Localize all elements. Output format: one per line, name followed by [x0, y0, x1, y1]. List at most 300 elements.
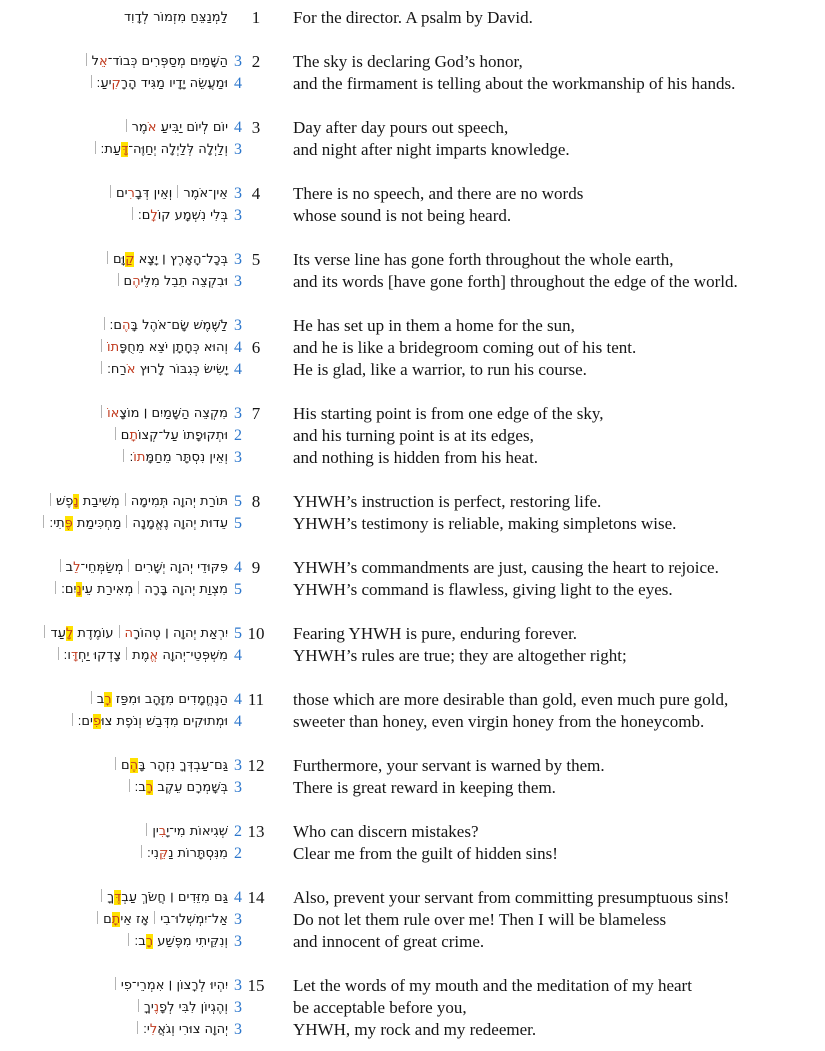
verse-row	[0, 447, 825, 469]
hebrew-line	[0, 821, 228, 843]
verse-block	[0, 7, 825, 29]
hebrew-text: י׃	[143, 1022, 150, 1037]
hebrew-text: ם	[120, 428, 130, 443]
verse-row	[0, 997, 825, 1019]
hebrew-text: מִצְוַת יְהוָה בָּרָה	[144, 582, 228, 597]
line-end-bar	[91, 75, 92, 88]
line-end-bar	[132, 207, 133, 220]
verse-row	[0, 557, 825, 579]
line-end-bar	[58, 647, 59, 660]
hebrew-text: הַשָּׁמַיִם מְסַפְּרִים כְּבוֹד־	[107, 54, 228, 69]
verse-row	[0, 777, 825, 799]
verse-row	[0, 271, 825, 293]
english-line: Who can discern mistakes?	[293, 822, 479, 841]
english-line: and night after night imparts knowledge.	[293, 140, 570, 159]
hebrew-text: ם׃	[137, 208, 151, 223]
hebrew-line	[0, 403, 228, 425]
verse-row	[0, 1019, 825, 1041]
hebrew-text: ב	[96, 692, 105, 707]
hebrew-text: ׃	[129, 450, 134, 465]
highlighted-letter: רָ	[145, 780, 154, 795]
verse-number	[242, 711, 270, 733]
english-line: Also, prevent your servant from committing presumptuous sins!	[293, 888, 730, 907]
verse-block	[0, 491, 825, 535]
hebrew-line	[0, 975, 228, 997]
hebrew-line	[0, 337, 228, 359]
column-gap	[270, 315, 293, 337]
verse-row	[0, 139, 825, 161]
hebrew-text: אַל־יִמְשְׁלוּ־בִי	[160, 912, 228, 927]
verse-row	[0, 315, 825, 337]
column-gap	[270, 997, 293, 1019]
hebrew-text: ם	[123, 274, 133, 289]
syllable-count: 3	[234, 933, 242, 950]
syllable-count: 2	[234, 427, 242, 444]
hebrew-text: וְהוּא כְּחָתָן יֹצֵא מֵחֻפָּ	[119, 340, 228, 355]
english-line: YHWH, my rock and my redeemer.	[293, 1020, 537, 1039]
english-line: whose sound is not being heard.	[293, 206, 512, 225]
hebrew-line	[0, 689, 228, 711]
verse-number: 7	[251, 404, 261, 423]
hebrew-line	[0, 843, 228, 865]
verse-row	[0, 359, 825, 381]
verse-number: 1	[251, 8, 261, 27]
accent-letter: אוֹ	[107, 406, 120, 421]
line-end-bar	[101, 361, 102, 374]
hebrew-text: עוֹמֶדֶת	[73, 626, 114, 641]
hebrew-line	[0, 1019, 228, 1041]
verse-row	[0, 403, 825, 425]
hebrew-text: מִנִּסְתָּרוֹת נַ	[168, 846, 228, 861]
syllable-count: 4	[234, 713, 242, 730]
hebrew-line	[0, 51, 228, 73]
hebrew-text: וּמְתוּקִים מִדְּבַשׁ וְנֹפֶת צוּ	[101, 714, 228, 729]
column-gap	[270, 975, 293, 997]
hebrew-text: מַחְכִּימַת	[72, 516, 122, 531]
column-gap	[270, 711, 293, 733]
hebrew-line	[0, 249, 228, 271]
syllable-count: 3	[234, 911, 242, 928]
syllable-count: 4	[234, 339, 242, 356]
hebrew-text: מְשַׂמְּחֵי־	[80, 560, 124, 575]
line-end-bar	[110, 185, 111, 198]
hebrew-text: ין	[152, 824, 159, 839]
hebrew-text: גַּם־עַבְדְּךָ נִזְהָר בָּ	[138, 758, 228, 773]
line-end-bar	[146, 823, 147, 836]
verse-number: 5	[251, 250, 261, 269]
line-end-bar	[104, 317, 105, 330]
hebrew-text: יעַ׃	[96, 76, 112, 91]
english-line: Furthermore, your servant is warned by them.	[293, 756, 605, 775]
highlighted-letter: קַ	[125, 252, 135, 267]
verse-row	[0, 711, 825, 733]
line-end-bar	[50, 493, 51, 506]
hebrew-line	[0, 579, 228, 601]
highlighted-letter: נָ	[76, 582, 82, 597]
syllable-count: 3	[234, 757, 242, 774]
accent-letter: קִ	[111, 76, 121, 91]
verse-row	[0, 821, 825, 843]
verse-block	[0, 183, 825, 227]
english-line: The sky is declaring God’s honor,	[293, 52, 523, 71]
english-line: sweeter than honey, even virgin honey from the honeycomb.	[293, 712, 705, 731]
verse-number	[242, 997, 270, 1019]
line-end-bar	[107, 251, 108, 264]
verse-row	[0, 425, 825, 447]
column-gap	[270, 183, 293, 205]
phrase-divider-bar	[177, 185, 178, 198]
hebrew-text: לַמְנַצֵּחַ מִזְמוֹר לְדָוִד	[123, 10, 228, 25]
column-gap	[270, 755, 293, 777]
hebrew-text: ב׃	[134, 780, 146, 795]
verse-block	[0, 887, 825, 953]
syllable-count: 4	[234, 889, 242, 906]
column-gap	[270, 337, 293, 359]
phrase-divider-bar	[138, 581, 139, 594]
syllable-count: 4	[234, 75, 242, 92]
verse-number: 9	[251, 558, 261, 577]
verse-number	[242, 359, 270, 381]
english-line: He is glad, like a warrior, to run his course.	[293, 360, 587, 379]
verse-number	[242, 271, 270, 293]
syllable-count: 2	[234, 823, 242, 840]
verse-number: 3	[251, 118, 261, 137]
line-end-bar	[126, 119, 127, 132]
hebrew-text: ב׃	[134, 934, 146, 949]
verse-number	[242, 205, 270, 227]
column-gap	[270, 689, 293, 711]
verse-row	[0, 689, 825, 711]
column-gap	[270, 73, 293, 95]
line-end-bar	[115, 427, 116, 440]
syllable-count: 5	[234, 625, 242, 642]
verse-number	[242, 315, 270, 337]
hebrew-text: וְלַיְלָה לְּלַיְלָה יְחַוֶּה־	[128, 142, 228, 157]
hebrew-text: מִשְׁפְּטֵי־יְהוָה	[158, 648, 228, 663]
highlighted-letter: לָ	[65, 626, 74, 641]
verse-block	[0, 821, 825, 865]
verse-number: 10	[247, 624, 265, 643]
verse-row	[0, 909, 825, 931]
verse-number	[242, 645, 270, 667]
hebrew-text: יְהוָה צוּרִי וְגֹאֲ	[157, 1022, 228, 1037]
syllable-count: 5	[234, 515, 242, 532]
line-end-bar	[137, 1021, 138, 1034]
column-gap	[270, 821, 293, 843]
hebrew-text: עַת׃	[100, 142, 122, 157]
highlighted-letter: רָ	[145, 934, 154, 949]
hebrew-line	[0, 447, 228, 469]
column-gap	[270, 249, 293, 271]
english-line: Do not let them rule over me! Then I will be blameless	[293, 910, 667, 929]
english-line: There is no speech, and there are no words	[293, 184, 584, 203]
hebrew-text: גַּם מִזֵּדִים ׀ חֲשֹׂךְ עַבְ	[121, 890, 228, 905]
accent-letter: אֱ	[149, 648, 159, 663]
syllable-count: 3	[234, 207, 242, 224]
line-end-bar	[138, 999, 139, 1012]
highlighted-letter: תָ	[111, 912, 121, 927]
line-end-bar	[115, 977, 116, 990]
line-end-bar	[101, 889, 102, 902]
syllable-count: 3	[234, 251, 242, 268]
english-line: Let the words of my mouth and the meditation of my heart	[293, 976, 692, 995]
english-line: Its verse line has gone forth throughout the whole earth,	[293, 250, 674, 269]
line-end-bar	[55, 581, 56, 594]
syllable-count: 3	[234, 185, 242, 202]
english-line: YHWH’s commandments are just, causing the heart to rejoice.	[293, 558, 719, 577]
hebrew-line	[0, 359, 228, 381]
verse-row	[0, 887, 825, 909]
line-end-bar	[72, 713, 73, 726]
column-gap	[270, 579, 293, 601]
hebrew-line	[0, 557, 228, 579]
hebrew-text: וּתְקוּפָתוֹ עַל־קְצוֹ	[137, 428, 228, 443]
column-gap	[270, 909, 293, 931]
highlighted-letter: הֶ	[129, 758, 139, 773]
accent-letter: תָ	[129, 428, 138, 443]
accent-letter: הֶ	[121, 318, 131, 333]
accent-letter: דָּ	[70, 648, 79, 663]
verse-number: 14	[247, 888, 265, 907]
english-line: There is great reward in keeping them.	[293, 778, 556, 797]
hebrew-line	[0, 909, 228, 931]
column-gap	[270, 425, 293, 447]
accent-letter: אֹ	[126, 362, 136, 377]
verse-number	[242, 931, 270, 953]
column-gap	[270, 931, 293, 953]
english-line: and innocent of great crime.	[293, 932, 485, 951]
hebrew-line	[0, 777, 228, 799]
verse-row	[0, 117, 825, 139]
column-gap	[270, 271, 293, 293]
hebrew-line	[0, 931, 228, 953]
hebrew-text: פֶשׁ	[56, 494, 74, 509]
line-end-bar	[43, 515, 44, 528]
hebrew-text: מֶר	[131, 120, 148, 135]
verse-number: 2	[251, 52, 261, 71]
highlighted-letter: נָ	[73, 494, 79, 509]
verse-number	[242, 139, 270, 161]
phrase-divider-bar	[128, 559, 129, 572]
hebrew-text: וּבִקְצֵה תֵבֵל מִלֵּי	[140, 274, 228, 289]
hebrew-text: יךָ	[143, 1000, 154, 1015]
syllable-count: 3	[234, 1021, 242, 1038]
verse-number: 12	[247, 756, 265, 775]
verse-block	[0, 117, 825, 161]
verse-number	[242, 1019, 270, 1041]
hebrew-line	[0, 887, 228, 909]
verse-number: 6	[251, 338, 261, 357]
verse-row	[0, 623, 825, 645]
accent-letter: ה	[124, 626, 134, 641]
accent-letter: הֶ	[132, 274, 141, 289]
hebrew-text: ים׃	[77, 714, 93, 729]
english-line: Fearing YHWH is pure, enduring forever.	[293, 624, 578, 643]
hebrew-line	[0, 7, 228, 29]
verse-row	[0, 51, 825, 73]
hebrew-text: תִי׃	[49, 516, 65, 531]
hebrew-text: בְּשָׁמְרָם עֵקֶב	[153, 780, 228, 795]
syllable-count: 4	[234, 119, 242, 136]
hebrew-text: מִקְצֵה הַשָּׁמַיִם ׀ מוֹצָ	[119, 406, 228, 421]
accent-letter: תוֹ	[133, 450, 146, 465]
hebrew-text: רַח׃	[107, 362, 127, 377]
phrase-divider-bar	[125, 493, 126, 506]
column-gap	[270, 117, 293, 139]
accent-letter: אֹ	[147, 120, 157, 135]
accent-letter: רִ	[127, 186, 135, 201]
verse-row	[0, 755, 825, 777]
accent-letter: אֵ	[98, 54, 108, 69]
verse-number	[242, 777, 270, 799]
verse-block	[0, 315, 825, 381]
hebrew-line	[0, 205, 228, 227]
hebrew-line	[0, 711, 228, 733]
hebrew-text: צָדְקוּ יַחְ	[78, 648, 122, 663]
hebrew-line	[0, 117, 228, 139]
hebrew-line	[0, 73, 228, 95]
verse-block	[0, 403, 825, 469]
highlighted-letter: פִ	[92, 714, 102, 729]
column-gap	[270, 1019, 293, 1041]
english-line: and he is like a bridegroom coming out of his tent.	[293, 338, 637, 357]
column-gap	[270, 557, 293, 579]
hebrew-text: יִרְאַת יְהוָה ׀ טְהוֹרָ	[133, 626, 228, 641]
phrase-divider-bar	[154, 911, 155, 924]
english-line: His starting point is from one edge of the sky,	[293, 404, 604, 423]
hebrew-text: תּוֹרַת יְהוָה תְּמִימָה	[130, 494, 228, 509]
column-gap	[270, 139, 293, 161]
english-line: Day after day pours out speech,	[293, 118, 509, 137]
hebrew-text: עֵדוּת יְהוָה נֶאֱמָנָה	[132, 516, 228, 531]
column-gap	[270, 843, 293, 865]
english-line: and the firmament is telling about the workmanship of his hands.	[293, 74, 736, 93]
hebrew-text: יִם׃	[61, 582, 77, 597]
english-line: and nothing is hidden from his heat.	[293, 448, 539, 467]
hebrew-line	[0, 315, 228, 337]
line-end-bar	[60, 559, 61, 572]
hebrew-text: ךָ	[107, 890, 115, 905]
syllable-count: 3	[234, 317, 242, 334]
syllable-count: 5	[234, 581, 242, 598]
hebrew-text: אָז אֵי	[120, 912, 150, 927]
column-gap	[270, 359, 293, 381]
verse-row	[0, 513, 825, 535]
line-end-bar	[95, 141, 96, 154]
accent-letter: לֵ	[73, 560, 81, 575]
verse-number	[242, 909, 270, 931]
column-gap	[270, 205, 293, 227]
verse-row	[0, 975, 825, 997]
english-line: YHWH’s rules are true; they are altogether right;	[293, 646, 627, 665]
hebrew-line	[0, 623, 228, 645]
column-gap	[270, 777, 293, 799]
verse-row	[0, 843, 825, 865]
column-gap	[270, 623, 293, 645]
hebrew-text: פִּקּוּדֵי יְהוָה יְשָׁרִים	[134, 560, 228, 575]
hebrew-line	[0, 425, 228, 447]
verse-block	[0, 249, 825, 293]
hebrew-text: וְנִקֵּיתִי מִפֶּשַׁע	[153, 934, 228, 949]
syllable-count: 3	[234, 273, 242, 290]
hebrew-text: ב	[65, 560, 74, 575]
english-line: For the director. A psalm by David.	[293, 8, 533, 27]
hebrew-text: יָשִׂישׂ כְּגִבּוֹר לָרוּץ	[135, 362, 228, 377]
hebrew-text: בְּלִי נִשְׁמָע קוֹ	[157, 208, 228, 223]
verse-number	[242, 73, 270, 95]
syllable-count	[228, 7, 242, 29]
hebrew-text: וְאֵין דְּבָ	[134, 186, 173, 201]
line-end-bar	[91, 691, 92, 704]
hebrew-text: ו׃	[63, 648, 71, 663]
hebrew-text: ם׃	[109, 318, 122, 333]
verse-number	[242, 843, 270, 865]
line-end-bar	[123, 449, 124, 462]
verse-row	[0, 579, 825, 601]
accent-letter: בִ	[158, 824, 167, 839]
column-gap	[270, 447, 293, 469]
hebrew-line	[0, 271, 228, 293]
column-gap	[270, 7, 293, 29]
syllable-count: 3	[234, 449, 242, 466]
verse-row	[0, 337, 825, 359]
syllable-count: 3	[234, 977, 242, 994]
english-line: and its words [have gone forth] throughout the edge of the world.	[293, 272, 738, 291]
hebrew-line	[0, 491, 228, 513]
verse-block	[0, 755, 825, 799]
highlighted-letter: רָ	[104, 692, 112, 707]
column-gap	[270, 491, 293, 513]
english-line: and his turning point is at its edges,	[293, 426, 534, 445]
accent-letter: נֶ	[153, 1000, 160, 1015]
accent-letter: לִ	[149, 1022, 158, 1037]
hebrew-line	[0, 513, 228, 535]
hebrew-text: הַנֶּחֱמָדִים מִזָּהָב וּמִפַּז	[111, 692, 228, 707]
hebrew-line	[0, 997, 228, 1019]
syllable-count: 3	[234, 999, 242, 1016]
verse-number: 11	[247, 690, 265, 709]
english-line: those which are more desirable than gold, even much pure gold,	[293, 690, 729, 709]
english-line: YHWH’s testimony is reliable, making simpletons wise.	[293, 514, 677, 533]
verse-block	[0, 623, 825, 667]
hebrew-text: בְּכָל־הָאָרֶץ ׀ יָצָא	[134, 252, 228, 267]
hebrew-text: מְשִׁיבַת	[78, 494, 120, 509]
syllable-count: 2	[234, 845, 242, 862]
hebrew-line	[0, 183, 228, 205]
accent-letter: תוֹ	[107, 340, 120, 355]
hebrew-text: ם	[103, 912, 112, 927]
phrase-divider-bar	[126, 647, 127, 660]
verse-number	[242, 447, 270, 469]
highlighted-letter: דָּ	[121, 142, 129, 157]
syllable-count: 4	[234, 691, 242, 708]
verse-block	[0, 689, 825, 733]
hebrew-text: ם	[121, 758, 130, 773]
column-gap	[270, 645, 293, 667]
hebrew-text: ים	[115, 186, 128, 201]
syllable-count: 3	[234, 405, 242, 422]
phrase-divider-bar	[126, 515, 127, 528]
line-end-bar	[141, 845, 142, 858]
line-end-bar	[118, 273, 119, 286]
english-line: be acceptable before you,	[293, 998, 467, 1017]
syllable-count: 3	[234, 141, 242, 158]
column-gap	[270, 887, 293, 909]
syllable-count: 4	[234, 647, 242, 664]
english-line: YHWH’s command is flawless, giving light to the eyes.	[293, 580, 673, 599]
phrase-divider-bar	[119, 625, 120, 638]
verse-row	[0, 183, 825, 205]
